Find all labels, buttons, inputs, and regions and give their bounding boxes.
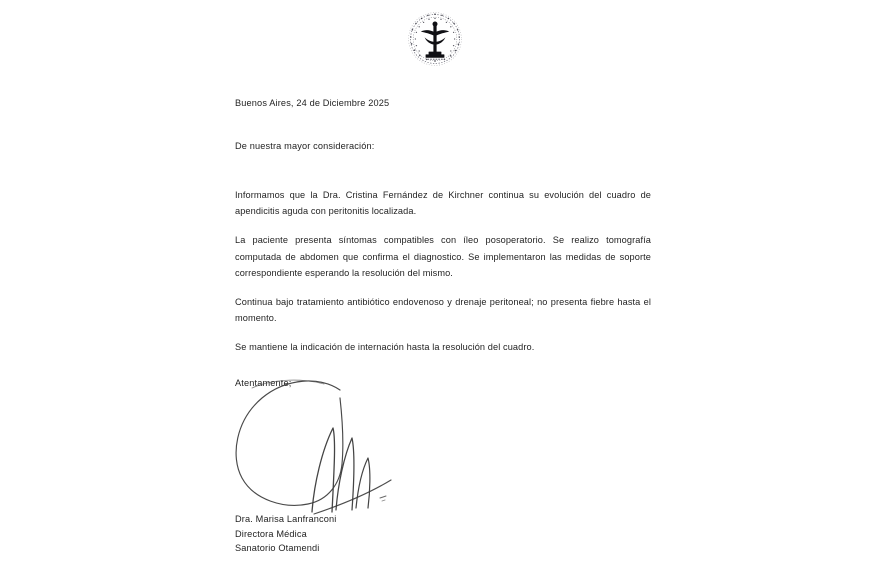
letter-body [235, 98, 651, 356]
paragraph-2: La paciente presenta síntomas compatibles con íleo posoperatorio. Se realizo tomografía computada de abdomen que confirma el diagnostico. Se implementaron las medidas de soporte correspondiente esperando la resolución del mismo. [235, 235, 651, 278]
paragraph-4: Se mantiene la indicación de internación hasta la resolución del cuadro. [235, 342, 535, 353]
sanatorio-otamendi-seal-icon [406, 10, 464, 68]
handwritten-signature-icon [228, 372, 418, 517]
signature-block [235, 512, 337, 556]
signer-title: Directora Médica [235, 528, 307, 539]
paragraph-3: Continua bajo tratamiento antibiótico endovenoso y drenaje peritoneal; no presenta fiebre hasta el momento. [235, 297, 651, 324]
signer-name: Dra. Marisa Lanfranconi [235, 514, 337, 524]
signer-institution: Sanatorio Otamendi [235, 543, 320, 554]
closing-line: Atentamente; [235, 378, 292, 388]
salutation: De nuestra mayor consideración: [235, 141, 375, 151]
paragraph-1: Informamos que la Dra. Cristina Fernández de Kirchner continua su evolución del cuadro de apendicitis aguda con peritonitis localizada. [235, 190, 651, 217]
date-line: Buenos Aires, 24 de Diciembre 2025 [235, 98, 390, 108]
letterhead [0, 10, 870, 68]
